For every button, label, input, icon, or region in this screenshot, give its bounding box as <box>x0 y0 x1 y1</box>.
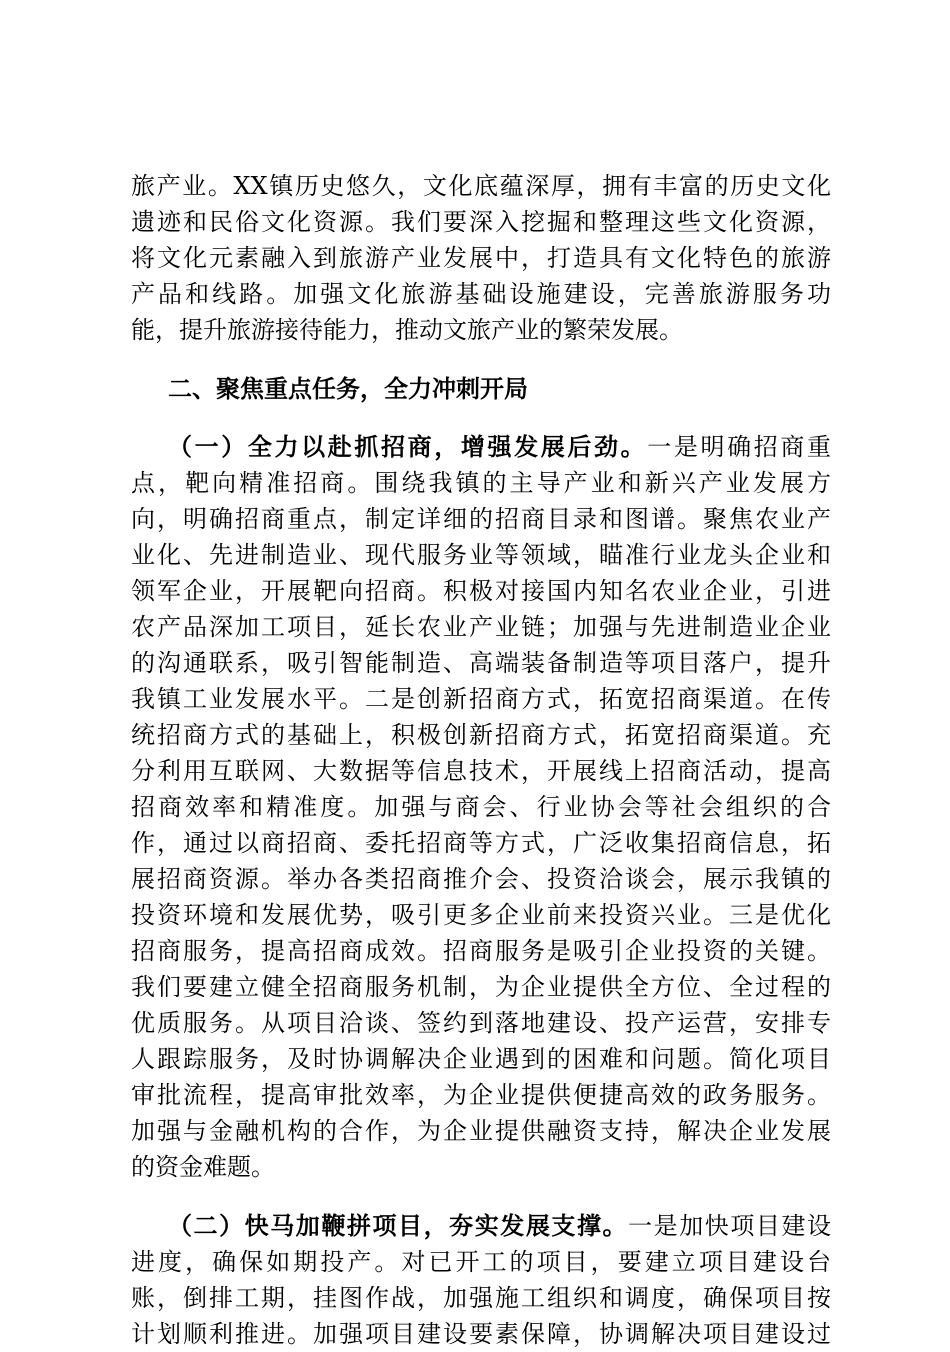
paragraph-2-line-8: 我镇工业发展水平。二是创新招商方式，拓宽招商渠道。在传 <box>131 685 831 713</box>
paragraph-3-line-3: 账，倒排工期，挂图作战，加强施工组织和调度，确保项目按 <box>131 1284 831 1312</box>
paragraph-2-line-1 <box>168 429 831 465</box>
paragraph-2-line-21: 的资金难题。 <box>131 1153 275 1181</box>
paragraph-2-line-5: 领军企业，开展靶向招商。积极对接国内知名农业企业，引进 <box>131 577 831 605</box>
paragraph-2-line-13: 展招商资源。举办各类招商推介会、投资洽谈会，展示我镇的 <box>131 865 831 893</box>
paragraph-3-line-1 <box>168 1208 831 1244</box>
paragraph-2-line-15: 招商服务，提高招商成效。招商服务是吸引企业投资的关键。 <box>131 937 831 965</box>
paragraph-2-line-20: 加强与金融机构的合作，为企业提供融资支持，解决企业发展 <box>131 1117 831 1145</box>
paragraph-2-line-10: 分利用互联网、大数据等信息技术，开展线上招商活动，提高 <box>131 757 831 785</box>
paragraph-3-first-line-rest: 一是加快项目建设 <box>628 1212 832 1240</box>
paragraph-3-bold-lead: （二）快马加鞭拼项目，夯实发展支撑。 <box>168 1211 629 1240</box>
paragraph-1-line-3: 将文化元素融入到旅游产业发展中，打造具有文化特色的旅游 <box>131 244 831 272</box>
paragraph-2-line-12: 作，通过以商招商、委托招商等方式，广泛收集招商信息，拓 <box>131 829 831 857</box>
paragraph-1-line-5: 能，提升旅游接待能力，推动文旅产业的繁荣发展。 <box>131 316 683 344</box>
paragraph-2-line-6: 农产品深加工项目，延长农业产业链；加强与先进制造业企业 <box>131 613 831 641</box>
paragraph-2-first-line-rest: 一是明确招商重 <box>647 433 831 461</box>
paragraph-2-line-9: 统招商方式的基础上，积极创新招商方式，拓宽招商渠道。充 <box>131 721 831 749</box>
paragraph-2-bold-lead: （一）全力以赴抓招商，增强发展后劲。 <box>168 432 648 461</box>
paragraph-2-line-2: 点，靶向精准招商。围绕我镇的主导产业和新兴产业发展方 <box>131 469 831 497</box>
paragraph-2-line-11: 招商效率和精准度。加强与商会、行业协会等社会组织的合 <box>131 793 831 821</box>
paragraph-2-line-14: 投资环境和发展优势，吸引更多企业前来投资兴业。三是优化 <box>131 901 831 929</box>
paragraph-3-line-4: 计划顺利推进。加强项目建设要素保障，协调解决项目建设过 <box>131 1320 831 1348</box>
paragraph-1-line-2: 遗迹和民俗文化资源。我们要深入挖掘和整理这些文化资源， <box>131 208 831 236</box>
paragraph-1-line-4: 产品和线路。加强文化旅游基础设施建设，完善旅游服务功 <box>131 280 831 308</box>
paragraph-3-line-2: 进度，确保如期投产。对已开工的项目，要建立项目建设台 <box>131 1248 831 1276</box>
paragraph-2-line-3: 向，明确招商重点，制定详细的招商目录和图谱。聚焦农业产 <box>131 505 831 533</box>
paragraph-1-line-1: 旅产业。XX镇历史悠久，文化底蕴深厚，拥有丰富的历史文化 <box>131 172 831 200</box>
section-heading: 二、聚焦重点任务，全力冲刺开局 <box>168 374 528 403</box>
paragraph-2-line-18: 人跟踪服务，及时协调解决企业遇到的困难和问题。简化项目 <box>131 1045 831 1073</box>
paragraph-2-line-4: 业化、先进制造业、现代服务业等领域，瞄准行业龙头企业和 <box>131 541 831 569</box>
paragraph-2-line-17: 优质服务。从项目洽谈、签约到落地建设、投产运营，安排专 <box>131 1009 831 1037</box>
paragraph-2-line-19: 审批流程，提高审批效率，为企业提供便捷高效的政务服务。 <box>131 1081 831 1109</box>
paragraph-2-line-7: 的沟通联系，吸引智能制造、高端装备制造等项目落户，提升 <box>131 649 831 677</box>
paragraph-2-line-16: 我们要建立健全招商服务机制，为企业提供全方位、全过程的 <box>131 973 831 1001</box>
